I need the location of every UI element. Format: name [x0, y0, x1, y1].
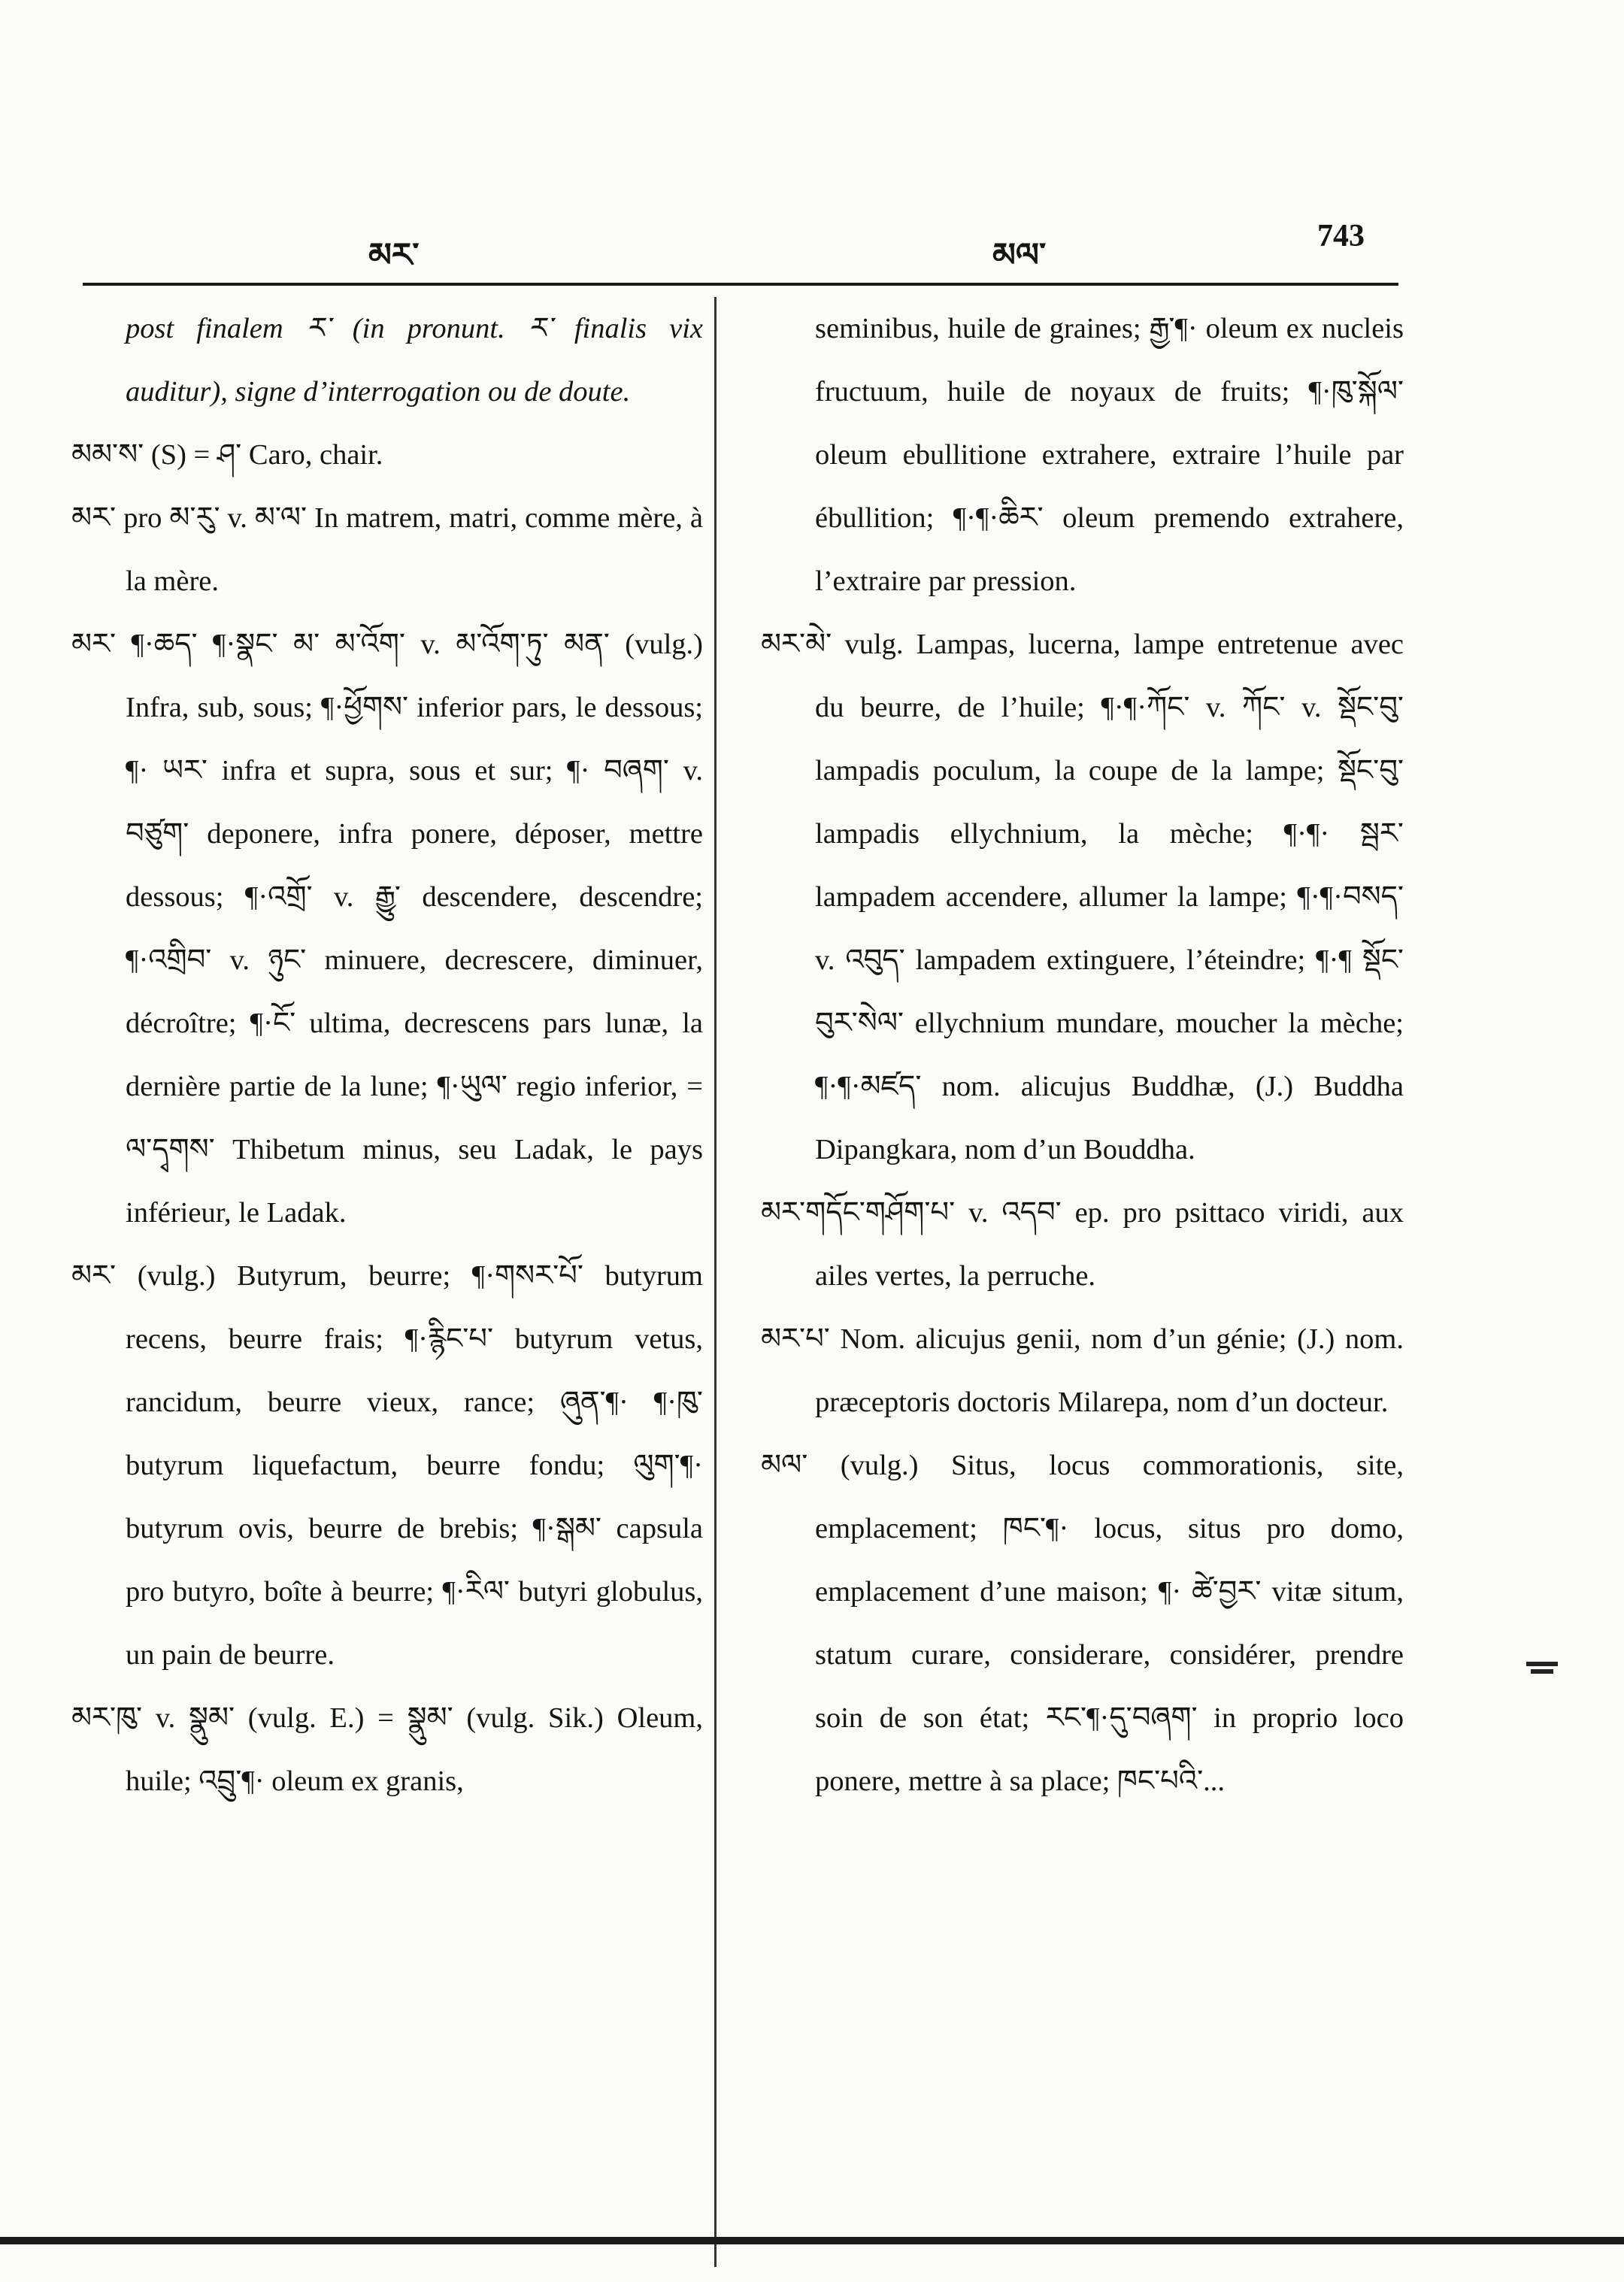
entry-mar-gdong: མར་གདོང་གཤོག་པ་ v. འདབ་ ep. pro psittaco viridi, aux ailes vertes, la perruche.: [761, 1197, 1404, 1292]
right-column: [761, 297, 1404, 1813]
page-number: 743: [1317, 219, 1365, 253]
margin-mark: [1526, 1662, 1558, 1675]
header-rule: [83, 283, 1398, 286]
entry-mar-butyrum: མར་ (vulg.) Butyrum, beurre; ¶·གསར་པོ་ butyrum recens, beurre frais; ¶·རྙིང་པ་ butyrum vetus, rancidum, beurre vieux, rance; ཞུན་¶· ¶·ཁུ་ butyrum liquefactum, beurre fondu; ལུག་¶· butyrum ovis, beurre de brebis; ¶·སྒམ་ capsula pro butyro, boîte à beurre; ¶·རིལ་ butyri globulus, un pain de beurre.: [71, 1260, 703, 1671]
entry-continuation: seminibus, huile de graines; རྒྱ་¶· oleum ex nucleis fructuum, huile de noyaux de fruits; ¶·ཁུ་སྐོལ་ oleum ebullitione extrahere, extraire l’huile par ébullition; ¶·¶·ཆིར་ oleum premendo extrahere, l’extraire par pression.: [815, 313, 1404, 597]
entry-mal: མལ་ (vulg.) Situs, locus commorationis, site, emplacement; ཁང་¶· locus, situs pro domo, emplacement d’une maison; ¶· ཚེ་བྱར་ vitæ situm, statum curare, considerare, considérer, prendre soin de son état; རང་¶·དུ་བཞག་ in proprio loco ponere, mettre à sa place; ཁང་པའི་...: [761, 1450, 1404, 1797]
page-header-right: མལ་: [992, 236, 1047, 274]
entry-mar-infra: མར་ ¶·ཆད་ ¶·སྣང་ མ་ མ་འོག་ v. མ་འོག་ཏུ་ མན་ (vulg.) Infra, sub, sous; ¶·ཕྱོགས་ inferior pars, le dessous; ¶· ཡར་ infra et supra, sous et sur; ¶· བཞག་ v. བཙུག་ deponere, infra ponere, déposer, mettre dessous; ¶·འགྲོ་ v. རྒྱུ་ descendere, descendre; ¶·འགྲིབ་ v. ཉུང་ minuere, decrescere, diminuer, décroître; ¶·ངོ་ ultima, decrescens pars lunæ, la dernière partie de la lune; ¶·ཡུལ་ regio inferior, = ལ་དྭགས་ Thibetum minus, seu Ladak, le pays inférieur, le Ladak.: [71, 629, 703, 1229]
entry-mar-me: མར་མེ་ vulg. Lampas, lucerna, lampe entretenue avec du beurre, de l’huile; ¶·¶·ཀོང་ v. ཀོང་ v. སྡོང་བུ་ lampadis poculum, la coupe de la lampe; སྡོང་བུ་ lampadis ellychnium, la mèche; ¶·¶· སྦར་ lampadem accendere, allumer la lampe; ¶·¶·བསད་ v. འབུད་ lampadem extinguere, l’éteindre; ¶·¶ སྡོང་བུར་སེལ་ ellychnium mundare, moucher la mèche; ¶·¶·མཛད་ nom. alicujus Buddhæ, (J.) Buddha Dipangkara, nom d’un Bouddha.: [761, 629, 1404, 1165]
entry-mam-sa: མམ་ས་ (S) = ཤ་ Caro, chair.: [71, 439, 383, 471]
column-divider: [714, 297, 717, 2267]
entry-mar-pa: མར་པ་ Nom. alicujus genii, nom d’un génie; (J.) nom. præceptoris doctoris Milarepa, nom d’un docteur.: [761, 1323, 1404, 1418]
entry-continuation: post finalem ར་ (in pronunt. ར་ finalis vix auditur), signe d’interrogation ou de doute.: [126, 313, 703, 408]
left-column: [71, 297, 703, 1813]
bottom-rule: [0, 2237, 1624, 2244]
entry-mar-pro: མར་ pro མ་རུ་ v. མ་ལ་ In matrem, matri, comme mère, à la mère.: [71, 502, 703, 597]
entry-mar-khu: མར་ཁུ་ v. སྣུམ་ (vulg. E.) = སྣུམ་ (vulg. Sik.) Oleum, huile; འབྲུ་¶· oleum ex granis,: [71, 1702, 703, 1797]
page-header-left: མར་: [368, 236, 420, 274]
